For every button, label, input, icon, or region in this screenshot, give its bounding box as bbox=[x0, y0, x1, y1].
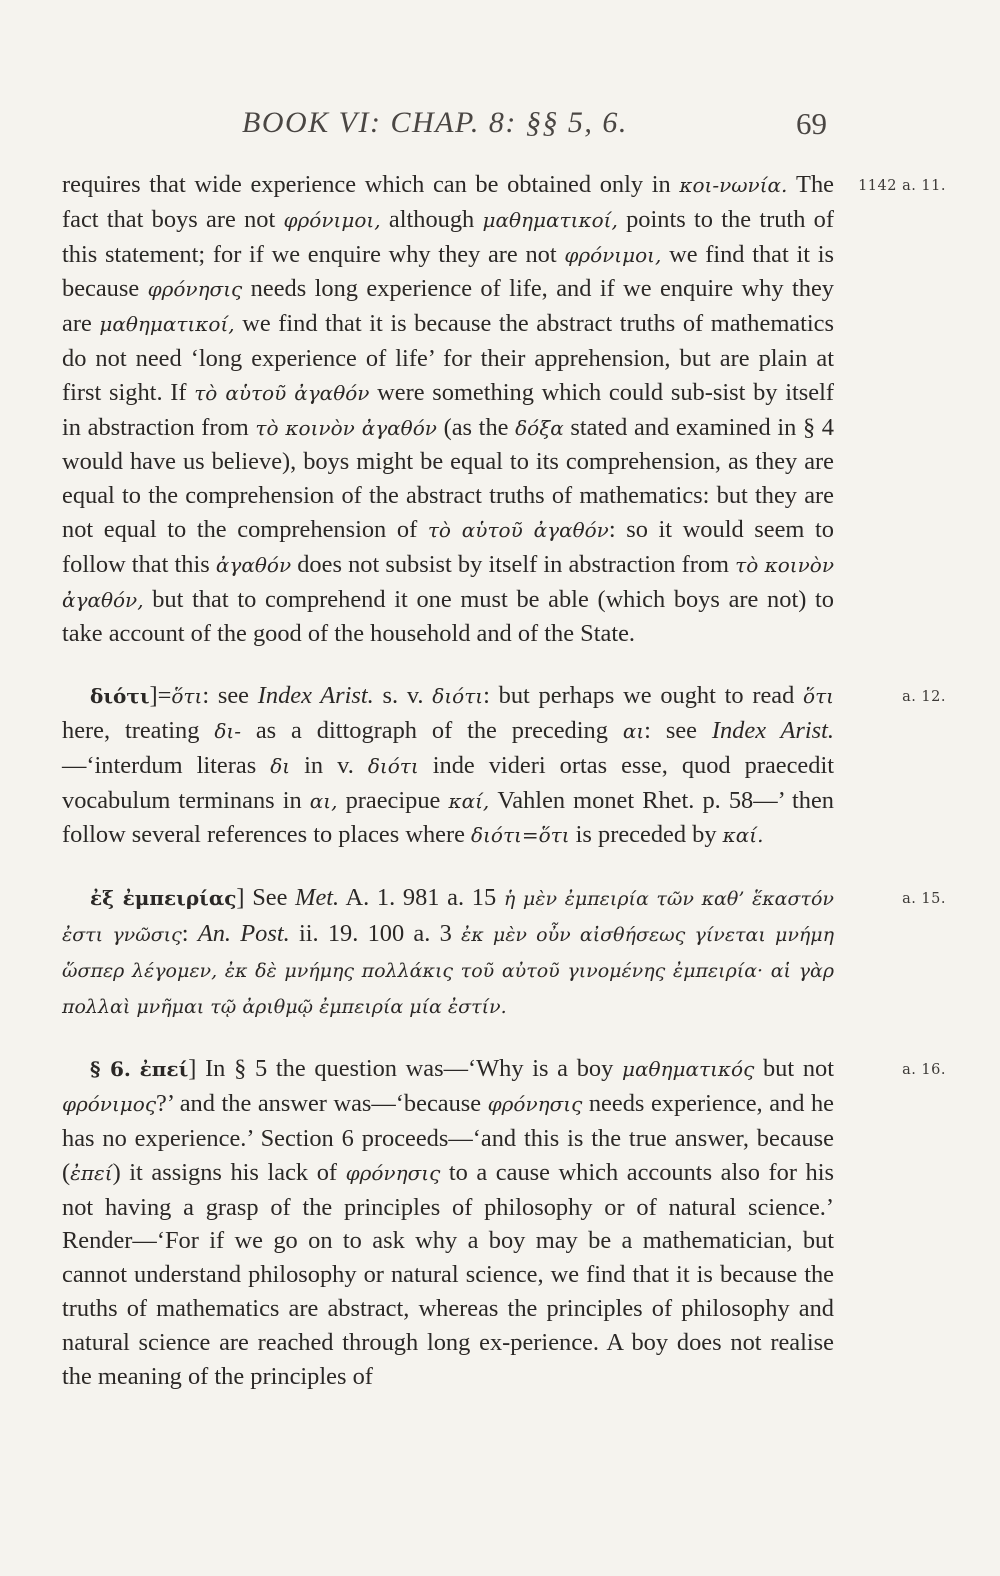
paragraph-commentary-3 bbox=[62, 881, 946, 1024]
text-run: inde videri ortas esse, quod praecedit vocabulum terminans in bbox=[62, 751, 834, 814]
greek-quotation: ἐκ μὲν οὖν αἰσθήσεως γίνεται μνήμη ὥσπερ λέγομεν, ἐκ δὲ μνήμης πολλάκις τοῦ αὐτοῦ γινομένης ἐμπειρία· αἱ γὰρ πολλαὶ μνῆμαι τῷ ἀριθμῷ ἐμπειρία μία ἐστίν. bbox=[62, 923, 835, 1018]
text-run: s. v. bbox=[373, 682, 433, 710]
text-run: is preceded by bbox=[569, 821, 723, 849]
text-run: points to the truth of this statement; for if we enquire why they are not bbox=[62, 205, 834, 268]
greek-term: κοι-νωνία. bbox=[679, 173, 788, 197]
text-run: ?’ and the answer was—‘because bbox=[156, 1090, 488, 1118]
greek-term: φρόνησις bbox=[487, 1092, 583, 1117]
work-reference: Met. bbox=[295, 884, 340, 912]
text-run: were something which could sub-sist by itself in abstraction from bbox=[62, 378, 834, 441]
text-run: we find that it is because the abstract truths of mathematics do not need ‘long experience of life’ for their apprehension, but are plain at first sight. If bbox=[62, 310, 834, 406]
greek-term: τὸ κοινὸν ἀγαθόν, bbox=[62, 552, 834, 612]
margin-reference: a. 16. bbox=[902, 1062, 946, 1079]
work-reference: An. Post. bbox=[197, 919, 290, 947]
paragraph-commentary-1 bbox=[62, 168, 946, 651]
text-run: ] See bbox=[236, 884, 296, 912]
text-run: here, treating bbox=[62, 716, 215, 744]
greek-term: δόξα bbox=[515, 415, 564, 440]
lemma: ἐξ ἐμπειρίας bbox=[90, 886, 237, 911]
greek-term: τὸ αὑτοῦ ἀγαθόν bbox=[194, 380, 370, 405]
greek-term: τὸ κοινὸν ἀγαθόν bbox=[255, 415, 437, 440]
text-run: in v. bbox=[290, 751, 368, 779]
text-run: we find that it is because bbox=[62, 240, 834, 303]
text-run: ) it assigns his lack of bbox=[112, 1158, 346, 1186]
work-reference: Index Arist. bbox=[257, 682, 374, 710]
greek-term: φρόνησις bbox=[147, 277, 243, 302]
running-head-title: BOOK VI: CHAP. 8: §§ 5, 6. bbox=[242, 106, 628, 139]
greek-term: μαθηματικοί, bbox=[482, 207, 618, 232]
greek-term: φρόνιμοι, bbox=[283, 207, 381, 232]
greek-term: τὸ αὑτοῦ ἀγαθόν bbox=[427, 517, 609, 542]
text-run: : so it would seem to follow that this bbox=[62, 515, 834, 578]
text-run: stated and examined in § 4 would have us believe), boys might be equal to its comprehension, as they are equal to the comprehension of the abstract truths of mathematics: but they are not equal to the comprehension of bbox=[62, 413, 835, 543]
greek-term: διότι bbox=[432, 684, 484, 709]
greek-term: φρόνιμοι, bbox=[564, 242, 662, 267]
greek-term: καί, bbox=[448, 788, 490, 813]
paragraph-commentary-4 bbox=[62, 1052, 946, 1393]
text-run: requires that wide experience which can be obtained only in bbox=[62, 171, 680, 198]
text-run: A. 1. 981 a. 15 bbox=[339, 884, 504, 912]
running-head bbox=[0, 106, 1000, 146]
greek-term: αι, bbox=[309, 788, 338, 813]
page-number: 69 bbox=[796, 106, 827, 141]
text-run: : but perhaps we ought to read bbox=[483, 682, 804, 710]
text-run: ii. 19. 100 a. 3 bbox=[289, 919, 462, 947]
greek-term: δι bbox=[270, 753, 291, 778]
lemma: ἐπεί bbox=[139, 1057, 189, 1082]
text-run: praecipue bbox=[337, 786, 449, 814]
body-text bbox=[62, 168, 946, 1393]
paragraph-commentary-2 bbox=[62, 679, 946, 853]
greek-term: φρόνησις bbox=[345, 1160, 441, 1185]
text-run: as a dittograph of the preceding bbox=[240, 716, 623, 744]
text-run: : bbox=[181, 919, 198, 947]
text-run: —‘interdum literas bbox=[62, 751, 271, 779]
text-run: to a cause which accounts also for his not having a grasp of the principles of philosophy or of natural science.’ Render—‘For if we go on to ask why a boy may be a mathematician, but cannot understand philosophy or natural science, we find that it is because the truths of mathematics are abstract, whereas the principles of philosophy and natural science are reached through long ex-perience. A boy does not realise the meaning of the principles of bbox=[62, 1158, 835, 1390]
greek-term: ἐπεί bbox=[70, 1160, 113, 1185]
greek-term: ὅτι bbox=[803, 684, 834, 709]
lemma: διότι bbox=[90, 684, 150, 709]
text-run: needs experience, and he has no experience.’ Section 6 proceeds—‘and this is the true answer, because ( bbox=[62, 1090, 834, 1186]
section-mark: § 6. bbox=[90, 1057, 131, 1082]
greek-term: μαθηματικοί, bbox=[99, 312, 235, 337]
text-run: (as the bbox=[436, 413, 516, 441]
text-run: but not bbox=[754, 1055, 834, 1083]
greek-term: δι- bbox=[214, 718, 241, 743]
greek-term: καί. bbox=[722, 823, 764, 848]
greek-term: μαθηματικός bbox=[621, 1057, 755, 1082]
greek-term: ὅτι bbox=[171, 684, 203, 709]
margin-reference: a. 15. bbox=[902, 891, 946, 908]
greek-term: φρόνιμος bbox=[62, 1092, 157, 1117]
text-run: ] In § 5 the question was—‘Why is a boy bbox=[188, 1055, 622, 1083]
greek-term: ἀγαθόν bbox=[215, 552, 292, 577]
margin-reference: a. 12. bbox=[902, 689, 946, 706]
greek-term: διότι bbox=[367, 753, 419, 778]
text-run: needs long experience of life, and if we enquire why they are bbox=[62, 275, 834, 338]
text-run: Vahlen monet Rhet. p. 58—’ then follow several references to places where bbox=[62, 786, 834, 849]
greek-term: αι bbox=[622, 718, 645, 743]
text-run: : see bbox=[644, 716, 712, 744]
text-run: although bbox=[380, 205, 483, 233]
text-run: The fact that boys are not bbox=[62, 171, 834, 233]
text-run: does not subsist by itself in abstraction from bbox=[291, 550, 736, 578]
greek-quotation: ἡ μὲν ἐμπειρία τῶν καθ’ ἕκαστόν ἐστι γνῶσις bbox=[62, 888, 834, 946]
work-reference: Index Arist. bbox=[711, 716, 834, 744]
margin-reference: 1142 a. 11. bbox=[858, 178, 946, 194]
text-run: ]= bbox=[149, 682, 172, 710]
text-run: but that to comprehend it one must be able (which boys are not) to take account of the good of the household and of the State. bbox=[62, 585, 834, 648]
text-run: : see bbox=[202, 682, 258, 710]
greek-term: διότι=ὅτι bbox=[471, 823, 570, 848]
